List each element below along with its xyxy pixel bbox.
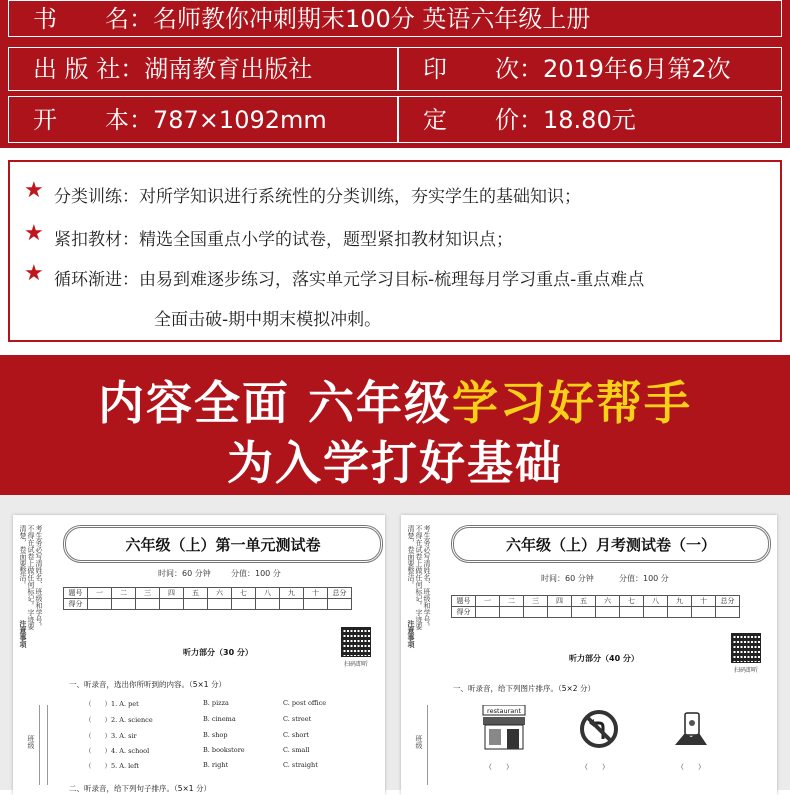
side-label-class: 班级 <box>27 735 35 749</box>
side-label: 注意事项 <box>407 620 415 648</box>
paper-side-notes <box>407 525 449 785</box>
score-header-cell: 一 <box>476 596 500 607</box>
score-cell <box>280 599 304 610</box>
price-value: 18.80元 <box>543 105 636 134</box>
feature-desc: 精选全国重点小学的试卷，题型紧扣教材知识点； <box>139 230 513 250</box>
score-header-cell: 九 <box>668 596 692 607</box>
score-cell <box>136 599 160 610</box>
question-heading: 一、听录音，给下列图片排序。（5×2 分） <box>453 684 595 693</box>
banner-white-text: 内容全面 六年级 <box>97 376 452 430</box>
score-header-cell: 四 <box>160 588 184 599</box>
score-cell <box>524 607 548 618</box>
book-title-label: 书 名： <box>33 4 153 33</box>
score-header-cell: 四 <box>548 596 572 607</box>
score-cell <box>716 607 740 618</box>
qr-caption: 扫码即听 <box>344 661 369 668</box>
side-label-class: 班级 <box>415 735 423 749</box>
score-cell <box>112 599 136 610</box>
option-a: （ ）5. A. left <box>85 762 140 770</box>
no-left-turn-sign <box>579 709 619 749</box>
section-heading: 听力部分（30 分） <box>183 648 253 657</box>
answer-paren: （ ） <box>677 763 705 771</box>
option-c: C. small <box>283 746 310 754</box>
option-b: B. bookstore <box>203 746 245 754</box>
score-header-cell: 题号 <box>64 588 88 599</box>
score-header-cell: 二 <box>500 596 524 607</box>
feature-desc: 对所学知识进行系统性的分类训练，夯实学生的基础知识； <box>139 187 581 207</box>
sample-paper-left <box>13 515 385 795</box>
question-heading: 一、听录音，选出你所听到的内容。（5×1 分） <box>69 680 226 689</box>
feature-text <box>54 265 644 290</box>
feature-label: 循环渐进： <box>54 270 139 290</box>
score-header-cell: 十 <box>304 588 328 599</box>
restaurant-sign: restaurant <box>487 707 521 715</box>
banner-line-1 <box>0 367 790 433</box>
publisher-value: 湖南教育出版社 <box>144 55 313 83</box>
answer-paren: （ ） <box>581 763 609 771</box>
option-a: （ ）3. A. sir <box>85 732 137 740</box>
restaurant-picture <box>479 705 529 751</box>
publisher-label: 出 版 社： <box>33 55 145 83</box>
score-cell <box>572 607 596 618</box>
option-a: （ ）2. A. science <box>85 716 153 724</box>
score-table-row <box>452 607 740 618</box>
side-note-text: 考生务必写清姓名、班级和学号。不得在试卷上做任何标记。字迹要清楚，卷面要整洁。 <box>19 525 43 630</box>
format-cell <box>8 96 398 143</box>
paper-title: 六年级（上）第一单元测试卷 <box>125 535 321 554</box>
score-header-cell: 五 <box>184 588 208 599</box>
qr-code-icon[interactable] <box>341 627 371 657</box>
paper-time: 时间：60 分钟 <box>541 574 594 583</box>
star-icon: ★ <box>24 261 44 286</box>
score-header-cell: 十 <box>692 596 716 607</box>
score-cell <box>644 607 668 618</box>
option-b: B. cinema <box>203 715 236 723</box>
score-header-cell: 二 <box>112 588 136 599</box>
score-row-label: 得分 <box>64 599 88 610</box>
score-cell <box>160 599 184 610</box>
score-header-cell: 题号 <box>452 596 476 607</box>
score-cell <box>476 607 500 618</box>
score-table-row <box>64 599 352 610</box>
feature-label: 分类训练： <box>54 187 139 207</box>
feature-desc: 由易到难逐步练习，落实单元学习目标-梳理每月学习重点-重点难点 <box>139 270 645 290</box>
promo-banner <box>0 355 790 495</box>
option-c: C. post office <box>283 699 327 707</box>
qr-caption: 扫码即听 <box>734 667 759 674</box>
paper-title-frame-inner <box>65 527 381 561</box>
format-value: 787×1092mm <box>153 105 327 134</box>
option-c: C. short <box>283 731 310 739</box>
option-c: C. straight <box>283 761 318 769</box>
option-a: （ ）1. A. pet <box>85 700 139 708</box>
feature-text <box>54 225 513 250</box>
score-header-cell: 一 <box>88 588 112 599</box>
paper-side-notes <box>19 525 61 785</box>
score-cell <box>88 599 112 610</box>
paper-title-frame-inner <box>453 527 769 561</box>
score-header-cell: 六 <box>596 596 620 607</box>
printing-cell <box>398 47 782 91</box>
qr-code-icon[interactable] <box>731 633 761 663</box>
option-b: B. pizza <box>203 699 229 707</box>
score-cell <box>692 607 716 618</box>
score-cell <box>232 599 256 610</box>
divider <box>427 705 428 785</box>
book-title-value: 名师教你冲刺期末100分 英语六年级上册 <box>153 4 591 33</box>
book-title-row <box>8 0 782 37</box>
question-heading-2: 二、听录音，给下列句子排序。（5×1 分） <box>69 784 211 793</box>
star-icon: ★ <box>24 221 44 246</box>
score-header-cell: 五 <box>572 596 596 607</box>
star-icon: ★ <box>24 178 44 203</box>
printing-value: 2019年6月第2次 <box>543 55 731 83</box>
sample-paper-right <box>401 515 777 795</box>
score-cell <box>328 599 352 610</box>
divider <box>39 705 40 785</box>
divider <box>47 705 48 785</box>
score-cell <box>184 599 208 610</box>
score-cell <box>596 607 620 618</box>
score-cell <box>208 599 232 610</box>
format-label: 开 本： <box>33 105 153 134</box>
feature-text <box>54 182 581 207</box>
score-table <box>451 595 740 618</box>
score-table <box>63 587 352 610</box>
price-cell <box>398 96 782 143</box>
phone-picture <box>671 709 711 749</box>
book-info-table <box>0 0 790 148</box>
features-box <box>8 160 782 342</box>
score-cell <box>668 607 692 618</box>
option-b: B. right <box>203 761 229 769</box>
phone-icon <box>671 709 711 749</box>
restaurant-icon <box>479 705 529 751</box>
option-a: （ ）4. A. school <box>85 747 150 755</box>
price-label: 定 价： <box>423 105 543 134</box>
banner-highlight-text: 学习好帮手 <box>452 376 692 430</box>
score-table-header <box>452 596 740 607</box>
score-header-cell: 八 <box>644 596 668 607</box>
printing-label: 印 次： <box>423 55 543 83</box>
score-cell <box>620 607 644 618</box>
score-cell <box>500 607 524 618</box>
score-header-cell: 总分 <box>328 588 352 599</box>
score-header-cell: 八 <box>256 588 280 599</box>
score-header-cell: 七 <box>232 588 256 599</box>
score-header-cell: 三 <box>136 588 160 599</box>
publisher-cell <box>8 47 398 91</box>
score-cell <box>256 599 280 610</box>
score-header-cell: 九 <box>280 588 304 599</box>
side-label: 注意事项 <box>19 620 27 648</box>
paper-score: 分值：100 分 <box>619 574 669 583</box>
banner-line-2: 为入学打好基础 <box>227 436 563 490</box>
option-b: B. shop <box>203 731 228 739</box>
feature-label: 紧扣教材： <box>54 230 139 250</box>
score-cell <box>304 599 328 610</box>
score-row-label: 得分 <box>452 607 476 618</box>
no-turn-icon <box>579 709 619 749</box>
paper-title: 六年级（上）月考测试卷（一） <box>505 535 716 554</box>
section-heading: 听力部分（40 分） <box>569 654 639 663</box>
score-header-cell: 总分 <box>716 596 740 607</box>
paper-time: 时间：60 分钟 <box>158 569 211 578</box>
side-note-text: 考生务必写清姓名、班级和学号。不得在试卷上做任何标记。字迹要清楚，卷面要整洁。 <box>407 525 431 630</box>
option-c: C. street <box>283 715 312 723</box>
feature-continuation: 全面击破-期中期末模拟冲刺。 <box>154 310 382 330</box>
score-cell <box>548 607 572 618</box>
score-header-cell: 七 <box>620 596 644 607</box>
paper-score: 分值：100 分 <box>231 569 281 578</box>
answer-paren: （ ） <box>485 763 513 771</box>
score-header-cell: 三 <box>524 596 548 607</box>
score-header-cell: 六 <box>208 588 232 599</box>
score-table-header <box>64 588 352 599</box>
